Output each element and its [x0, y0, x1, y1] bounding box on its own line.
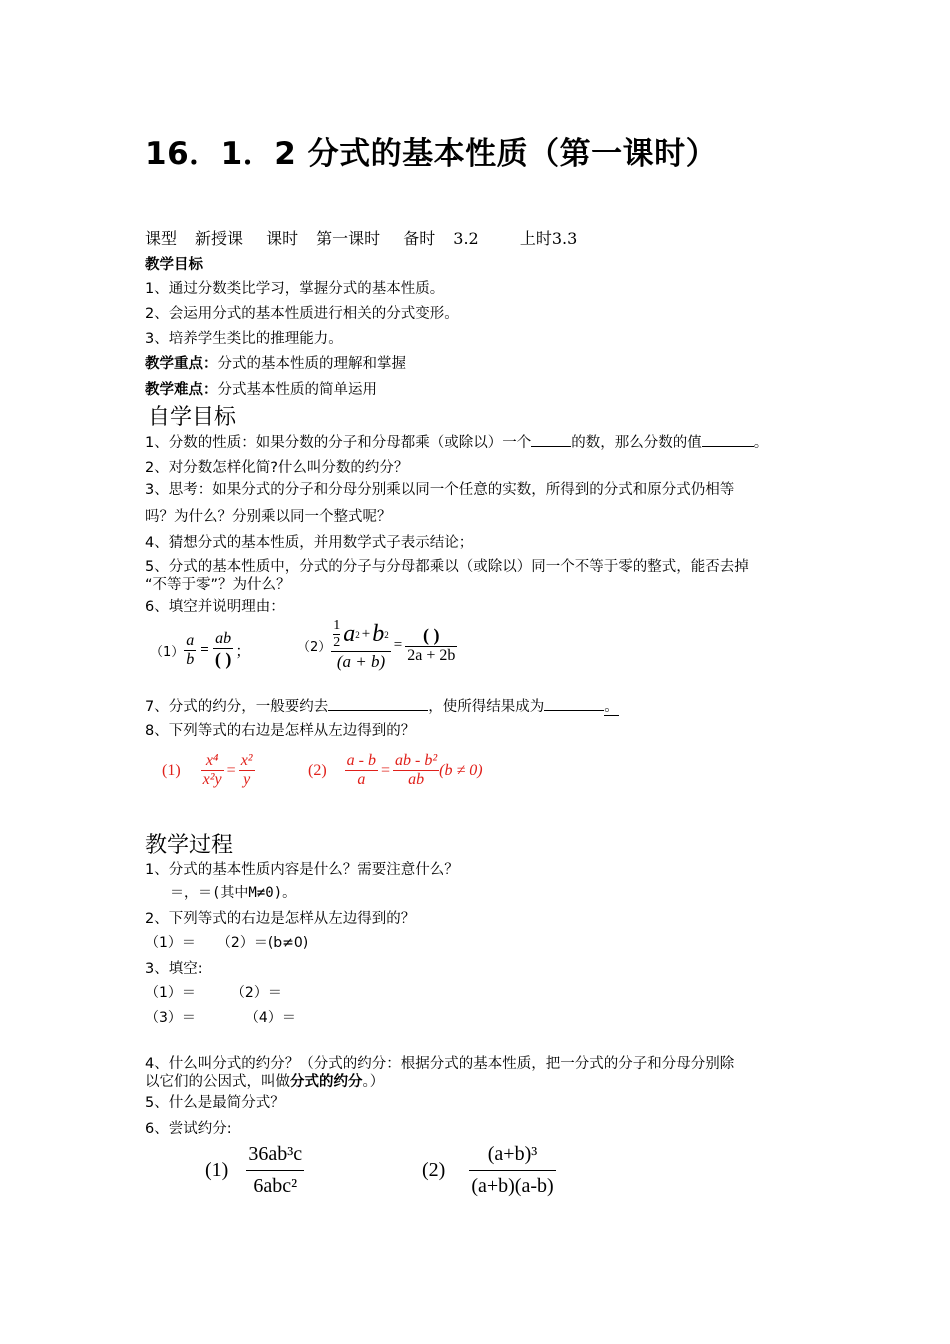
question-7-part-b: ，使所得结果成为 [428, 699, 545, 715]
separator: ； [235, 643, 251, 660]
period-value: 第一课时 [316, 229, 381, 248]
equals-sign: = [393, 636, 403, 653]
process-2-sub: （1）＝ （2）＝(b≠0) [145, 935, 309, 951]
question-5-line-1: 5、分式的基本性质中，分式的分子与分母都乘以（或除以）同一个不等于零的整式，能否去掉 [145, 559, 749, 575]
formula-label: （1） [150, 644, 185, 660]
process-1: 1、分式的基本性质内容是什么？需要注意什么？ [145, 862, 459, 878]
process-4-line-2 [145, 1070, 384, 1091]
half-fraction [333, 618, 340, 651]
process-5: 5、什么是最简分式？ [145, 1095, 285, 1111]
process-2: 2、下列等式的右边是怎样从左边得到的？ [145, 911, 416, 927]
denominator: (a + b) [336, 652, 386, 671]
numerator [331, 618, 390, 651]
process-4-text: 以它们的公因式，叫做 [145, 1074, 290, 1090]
numerator: a - b [346, 752, 376, 769]
question-3-line-2: 吗？为什么？分别乘以同一个整式呢？ [145, 509, 392, 525]
denominator: ab [408, 771, 425, 788]
question-7-part-c: 。 [604, 699, 619, 715]
process-3-sub-1: （1）＝ （2）＝ [145, 985, 282, 1001]
fill-formula-1 [150, 630, 250, 670]
question-5-line-2: “不等于零”？为什么？ [145, 577, 291, 593]
denominator: b [186, 650, 195, 668]
process-4-line-1: 4、什么叫分式的约分？（分式的约分：根据分式的基本性质，把一分式的分子和分母分别除 [145, 1056, 735, 1072]
numerator: 36ab³c [248, 1143, 303, 1165]
question-1-part-a: 1、分数的性质：如果分数的分子和分母都乘（或除以）一个 [145, 435, 532, 451]
numerator: a [186, 631, 195, 649]
class-label: 上时 [519, 229, 552, 248]
goal-item: 3、培养学生类比的推理能力。 [145, 331, 343, 347]
numerator-blank[interactable]: ( ) [423, 625, 440, 645]
exercise-label: (2) [422, 1159, 446, 1181]
question-3-line-1: 3、思考：如果分式的分子和分母分别乘以同一个任意的实数，所得到的分式和原分式仍相等 [145, 482, 735, 498]
exponent: 2 [355, 629, 360, 640]
equals-sign: = [380, 761, 391, 779]
numerator: ab - b² [395, 752, 438, 769]
answer-blank[interactable] [544, 698, 604, 711]
red-equation-2 [308, 752, 483, 789]
process-4-term: 分式的约分 [290, 1074, 363, 1090]
difficulty-label: 教学难点： [145, 382, 218, 398]
lesson-meta [145, 226, 595, 249]
question-4: 4、猜想分式的基本性质，并用数学式子表示结论； [145, 535, 474, 551]
goals-heading: 教学目标 [145, 257, 203, 273]
fraction [184, 632, 196, 669]
denominator: x²y [202, 771, 222, 788]
key-text: 分式的基本性质的理解和掌握 [217, 356, 406, 372]
fraction [405, 625, 457, 665]
denominator: 6abc² [253, 1175, 298, 1197]
fill-formula-2 [297, 618, 457, 672]
denominator: 2 [333, 635, 341, 650]
denominator: y [243, 771, 251, 788]
question-8: 8、下列等式的右边是怎样从左边得到的？ [145, 723, 416, 739]
period-label: 课时 [266, 229, 299, 248]
numerator: x⁴ [205, 752, 219, 769]
fraction [469, 1143, 555, 1198]
condition: (b ≠ 0) [439, 761, 483, 779]
process-3: 3、填空: [145, 961, 203, 977]
numerator: ab [215, 630, 232, 647]
question-6: 6、填空并说明理由： [145, 599, 285, 615]
fraction [213, 630, 234, 670]
fraction [239, 752, 255, 789]
answer-blank[interactable] [328, 698, 428, 711]
process-4-end: 。） [362, 1074, 385, 1090]
equation-label: (2) [308, 761, 327, 779]
answer-blank[interactable] [531, 434, 571, 447]
key-label: 教学重点： [145, 356, 218, 372]
question-2: 2、对分数怎样化简?什么叫分数的约分？ [145, 460, 409, 476]
denominator: 2a + 2b [407, 647, 456, 664]
type-label: 课型 [145, 229, 178, 248]
key-point [145, 352, 406, 373]
question-1-part-c: 。 [753, 435, 769, 451]
goal-item: 2、会运用分式的基本性质进行相关的分式变形。 [145, 306, 459, 322]
equation-label: (1) [162, 761, 181, 779]
numerator: (a+b)³ [487, 1143, 538, 1165]
denominator: (a+b)(a-b) [471, 1175, 554, 1197]
numerator: x² [240, 752, 253, 769]
fraction [393, 752, 439, 789]
difficulty-text: 分式基本性质的简单运用 [217, 382, 377, 398]
formula-label: （2） [297, 639, 332, 655]
equals-sign: = [200, 641, 209, 658]
type-value: 新授课 [195, 229, 244, 248]
plus-sign: + [361, 626, 371, 642]
exponent: 2 [384, 629, 389, 640]
prep-label: 备时 [403, 229, 436, 248]
class-value: 3.3 [551, 229, 578, 248]
question-1 [145, 431, 768, 452]
reduce-exercise-2 [422, 1143, 556, 1198]
reduce-exercise-1 [205, 1143, 304, 1198]
self-study-heading: 自学目标 [148, 405, 237, 430]
fraction [345, 752, 378, 789]
question-1-part-b: 的数，那么分数的值 [571, 435, 702, 451]
denominator: a [357, 771, 366, 788]
fraction [331, 618, 390, 672]
equals-sign: = [226, 761, 236, 779]
fraction [201, 752, 224, 789]
numerator: 1 [333, 618, 341, 633]
process-6: 6、尝试约分: [145, 1121, 232, 1137]
process-3-sub-2: （3）＝ （4）＝ [145, 1010, 296, 1026]
process-1-sub: ＝，＝(其中M≠0)。 [170, 885, 297, 901]
answer-blank[interactable] [702, 434, 754, 447]
denominator-blank[interactable]: ( ) [214, 649, 232, 669]
fraction [246, 1143, 304, 1198]
goal-item: 1、通过分数类比学习，掌握分式的基本性质。 [145, 281, 445, 297]
var-a: a [343, 621, 356, 647]
var-b: b [372, 621, 385, 647]
difficulty-point [145, 378, 377, 399]
exercise-label: (1) [205, 1159, 229, 1181]
prep-value: 3.2 [453, 229, 479, 248]
question-7-part-a: 7、分式的约分，一般要约去 [145, 699, 329, 715]
page-title: 16．1．2 分式的基本性质（第一课时） [145, 136, 718, 172]
question-7 [145, 695, 619, 716]
red-equation-1 [162, 752, 255, 789]
process-heading: 教学过程 [145, 833, 234, 858]
